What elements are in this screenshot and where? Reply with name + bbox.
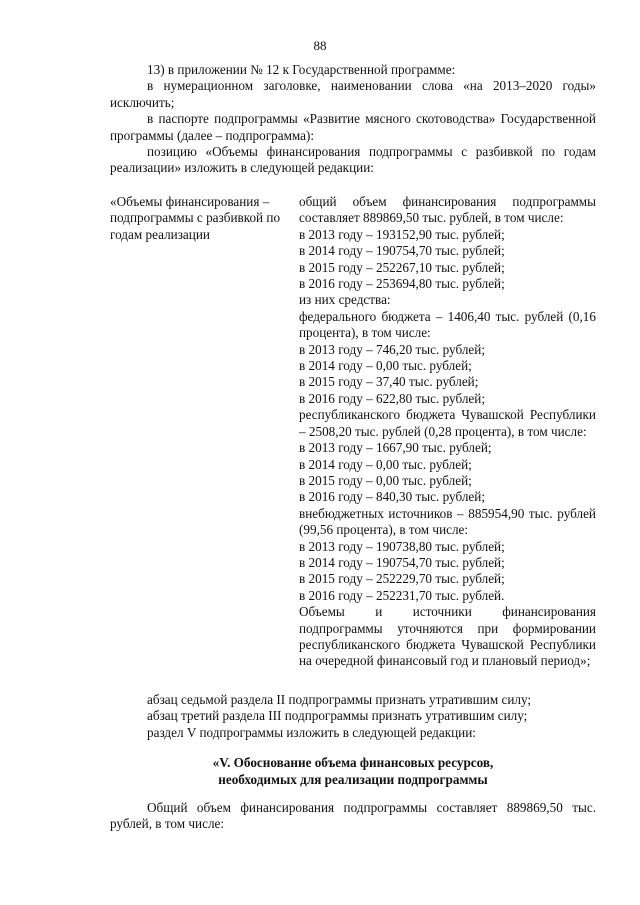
funding-line: Объемы и источники финансирования подпрограммы уточняются при формировании республиканского бюджета Чувашской Республики на очередной финансовый год и плановый период»; [299, 604, 596, 669]
funding-line: в 2015 году – 252229,70 тыс. рублей; [299, 571, 505, 587]
funding-line: республиканского бюджета Чувашской Республики – 2508,20 тыс. рублей (0,28 процента), в том числе: [299, 407, 596, 439]
funding-line: в 2016 году – 622,80 тыс. рублей; [299, 390, 485, 406]
funding-line: в 2015 году – 0,00 тыс. рублей; [299, 472, 472, 488]
funding-line: общий объем финансирования подпрограммы составляет 889869,50 тыс. рублей, в том числе: [299, 194, 596, 226]
final-paragraph: Общий объем финансирования подпрограммы составляет 889869,50 тыс. рублей, в том числе: [110, 800, 596, 832]
table-right-cell [299, 194, 596, 670]
funding-line: в 2016 году – 252231,70 тыс. рублей. [299, 587, 505, 603]
funding-line: в 2015 году – 37,40 тыс. рублей; [299, 374, 479, 390]
funding-line: в 2014 году – 190754,70 тыс. рублей; [299, 554, 505, 570]
funding-line: из них средства: [299, 292, 391, 308]
intro-paragraph: 13) в приложении № 12 к Государственной программе: [147, 62, 456, 77]
funding-line: внебюджетных источников – 885954,90 тыс. рублей (99,56 процента), в том числе: [299, 505, 596, 538]
final-section [110, 800, 596, 833]
funding-line: в 2013 году – 746,20 тыс. рублей; [299, 341, 485, 357]
funding-line: в 2013 году – 193152,90 тыс. рублей; [299, 226, 505, 242]
intro-paragraph: в нумерационном заголовке, наименовании слова «на 2013–2020 годы» исключить; [110, 78, 596, 110]
funding-line: в 2014 году – 0,00 тыс. рублей; [299, 358, 472, 374]
funding-line: в 2016 году – 253694,80 тыс. рублей; [299, 276, 505, 292]
intro-paragraph: в паспорте подпрограммы «Развитие мясного скотоводства» Государственной программы (далее – подпрограмма): [110, 111, 596, 143]
table-left-cell: «Объемы финансирования – подпрограммы с разбивкой по годам реализации [110, 194, 281, 242]
section-heading-line: необходимых для реализации подпрограммы [218, 772, 488, 787]
funding-line: в 2013 году – 1667,90 тыс. рублей; [299, 440, 492, 456]
amendment-paragraph: раздел V подпрограммы изложить в следующей редакции: [147, 724, 476, 740]
section-heading-line: «V. Обоснование объема финансовых ресурсов, [212, 755, 494, 770]
funding-line: в 2014 году – 190754,70 тыс. рублей; [299, 243, 505, 259]
intro-paragraph: позицию «Объемы финансирования подпрограммы с разбивкой по годам реализации» изложить в следующей редакции: [110, 144, 596, 176]
section-heading [110, 754, 596, 788]
passport-position-table [110, 194, 596, 670]
amendment-paragraph: абзац седьмой раздела II подпрограммы признать утратившим силу; [147, 692, 532, 707]
amendment-paragraph: абзац третий раздела III подпрограммы признать утратившим силу; [147, 708, 528, 724]
funding-line: в 2013 году – 190738,80 тыс. рублей; [299, 538, 505, 554]
funding-line: в 2015 году – 252267,10 тыс. рублей; [299, 259, 505, 275]
funding-line: в 2014 году – 0,00 тыс. рублей; [299, 456, 472, 472]
amendments-section [110, 692, 596, 741]
page-number: 88 [313, 38, 327, 53]
intro-section [110, 62, 596, 177]
funding-line: в 2016 году – 840,30 тыс. рублей; [299, 489, 485, 505]
funding-line: федерального бюджета – 1406,40 тыс. рублей (0,16 процента), в том числе: [299, 308, 596, 341]
